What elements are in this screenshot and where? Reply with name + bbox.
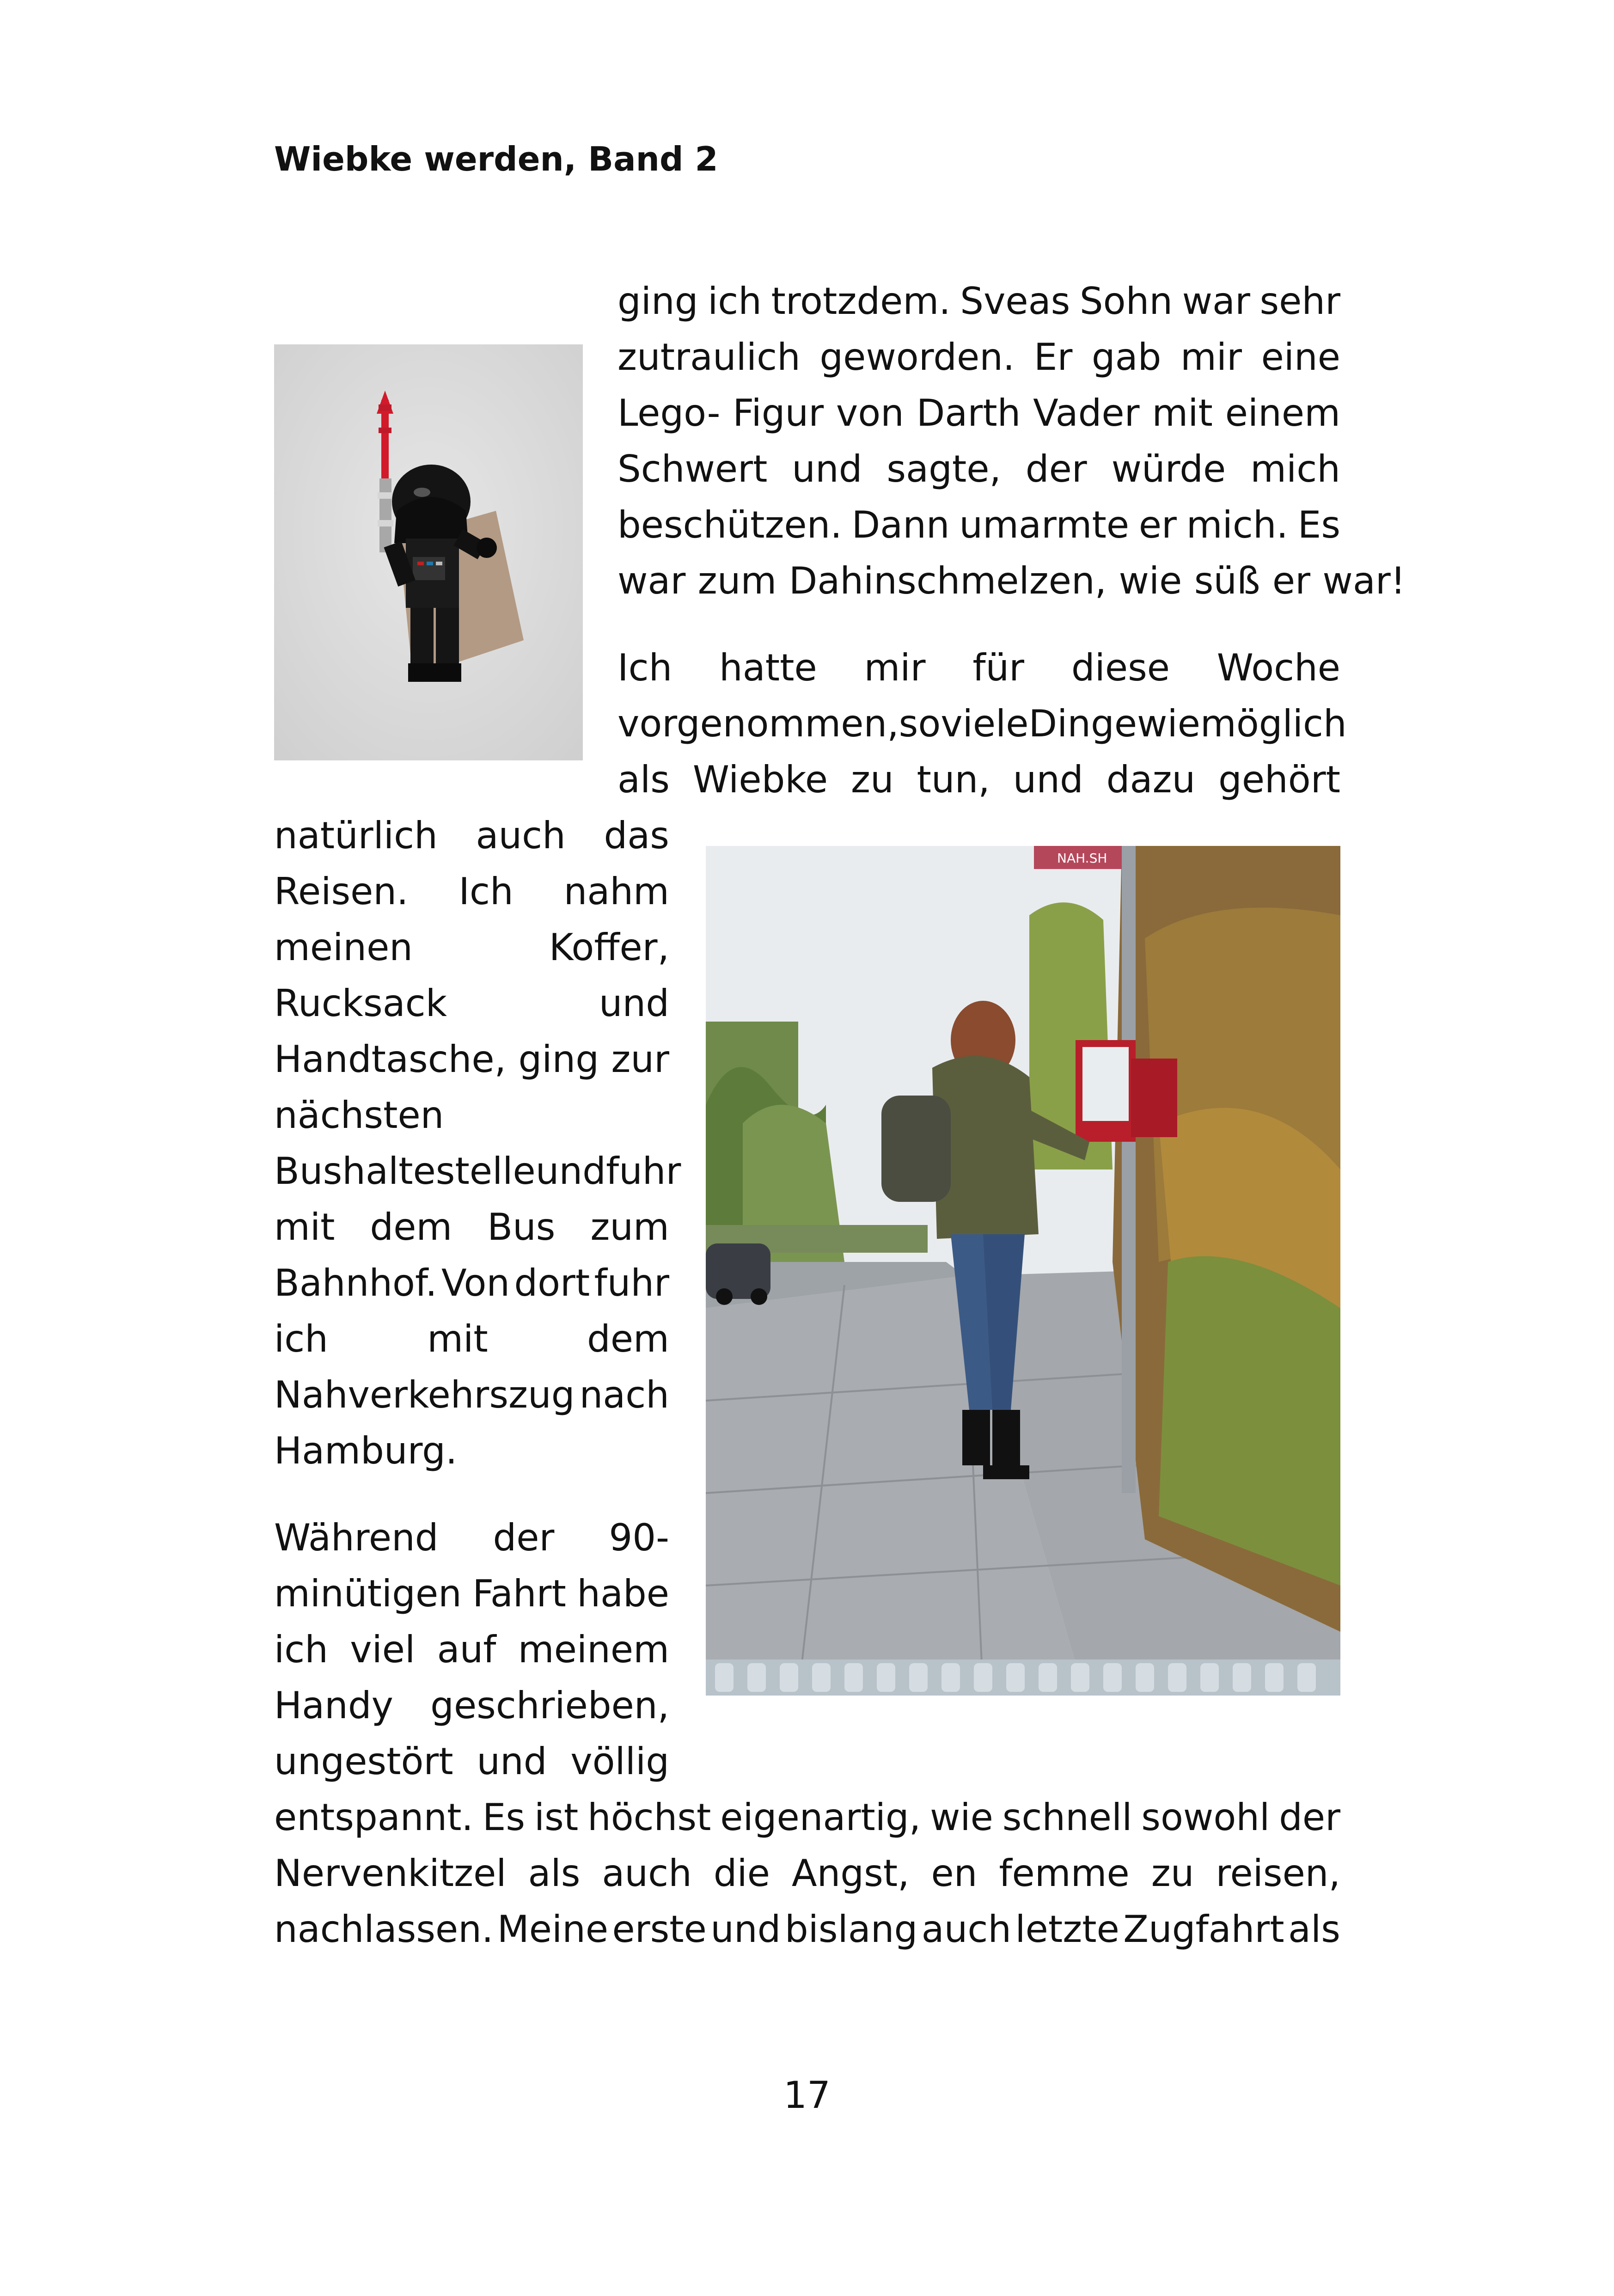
word: ich	[274, 1628, 328, 1671]
word: natürlich	[274, 814, 438, 857]
word: mich.	[1186, 503, 1288, 546]
word: von	[836, 392, 904, 435]
word: und	[710, 1908, 781, 1951]
word: geschrieben,	[430, 1684, 669, 1727]
word: schnell	[1002, 1796, 1132, 1839]
word: war	[1182, 280, 1250, 323]
word: meinen	[274, 926, 413, 969]
word: zum	[697, 559, 777, 602]
word: ist	[534, 1796, 579, 1839]
word: Bus	[487, 1206, 556, 1249]
word: fuhr	[605, 1150, 681, 1193]
word: das	[604, 814, 669, 857]
word: zu	[1151, 1852, 1194, 1895]
text-line	[274, 1852, 1340, 1910]
word: nachlassen.	[274, 1908, 494, 1951]
word: Hamburg.	[274, 1429, 458, 1472]
word: dem	[370, 1206, 452, 1249]
page-header-title: Wiebke werden, Band 2	[274, 140, 718, 178]
word: er	[1138, 503, 1177, 546]
word: tun,	[917, 758, 990, 801]
word: Nahverkehrszug	[274, 1373, 575, 1416]
word: Wiebke	[692, 758, 828, 801]
word: zu	[850, 758, 894, 801]
word: Bahnhof.	[274, 1261, 437, 1304]
word: und	[1013, 758, 1083, 801]
word: dort	[514, 1261, 590, 1304]
word: beschützen.	[617, 503, 842, 546]
word: und	[599, 982, 669, 1025]
word: war!	[1322, 559, 1406, 602]
word: sehr	[1259, 280, 1340, 323]
word: Von	[441, 1261, 510, 1304]
word: Dahinschmelzen,	[789, 559, 1107, 602]
word: Fahrt	[472, 1572, 566, 1615]
word: diese	[1071, 646, 1170, 689]
page-number: 17	[783, 2074, 831, 2117]
word: viele	[941, 702, 1029, 745]
word: Reisen.	[274, 870, 409, 913]
word: einem	[1225, 392, 1340, 435]
word: Sveas	[960, 280, 1070, 323]
word: mir	[864, 646, 926, 689]
word: minütigen	[274, 1572, 462, 1615]
word: würde	[1111, 447, 1226, 490]
word: der	[1279, 1796, 1340, 1839]
word: wie	[1119, 559, 1182, 602]
word: als	[617, 758, 670, 801]
word: Bushaltestelle	[274, 1150, 536, 1193]
word: sowohl	[1141, 1796, 1270, 1839]
word: Nervenkitzel	[274, 1852, 507, 1895]
word: Angst,	[791, 1852, 910, 1895]
word: Woche	[1217, 646, 1340, 689]
body-text-full-width	[274, 0, 1340, 2296]
word: wie	[1137, 702, 1200, 745]
word: mir	[1180, 336, 1242, 379]
word: die	[713, 1852, 770, 1895]
word: fuhr	[594, 1261, 669, 1304]
word: nahm	[563, 870, 669, 913]
word: 90-	[609, 1516, 669, 1559]
word: Während	[274, 1516, 439, 1559]
word: Dinge	[1028, 702, 1137, 745]
word: nächsten	[274, 1094, 444, 1137]
word: der	[1025, 447, 1087, 490]
word: Es	[482, 1796, 526, 1839]
word: Darth	[916, 392, 1021, 435]
word: Sohn	[1079, 280, 1173, 323]
word: wie	[929, 1796, 993, 1839]
word: auch	[602, 1852, 692, 1895]
word: en	[931, 1852, 978, 1895]
word: ging	[518, 1038, 599, 1081]
word: als	[528, 1852, 581, 1895]
word: ich	[708, 280, 762, 323]
word: Schwert	[617, 447, 768, 490]
word: Ich	[617, 646, 672, 689]
word: gehört	[1218, 758, 1340, 801]
word: sagte,	[886, 447, 1001, 490]
word: Ich	[459, 870, 514, 913]
word: hatte	[719, 646, 817, 689]
word: eine	[1261, 336, 1340, 379]
word: Vader	[1033, 392, 1140, 435]
word: Rucksack	[274, 982, 447, 1025]
word: völlig	[570, 1740, 669, 1783]
word: Handtasche,	[274, 1038, 507, 1081]
word: reisen,	[1216, 1852, 1340, 1895]
word: viel	[350, 1628, 416, 1671]
word: für	[972, 646, 1025, 689]
word: und	[535, 1150, 606, 1193]
word: mit	[274, 1206, 335, 1249]
word: als	[1288, 1908, 1340, 1951]
word: Koffer,	[549, 926, 669, 969]
word: der	[493, 1516, 555, 1559]
word: ich	[274, 1317, 328, 1360]
word: ging	[617, 280, 698, 323]
word: umarmte	[959, 503, 1130, 546]
word: Lego-	[617, 392, 721, 435]
text-line	[274, 1908, 1340, 1966]
word: gab	[1091, 336, 1162, 379]
word: möglich	[1200, 702, 1347, 745]
word: geworden.	[819, 336, 1015, 379]
word: dazu	[1106, 758, 1196, 801]
word: femme	[999, 1852, 1130, 1895]
word: so	[899, 702, 941, 745]
word: er	[1272, 559, 1311, 602]
word: vorgenommen,	[617, 702, 899, 745]
word: Handy	[274, 1684, 394, 1727]
word: süß	[1194, 559, 1260, 602]
word: auch	[476, 814, 566, 857]
word: höchst	[587, 1796, 711, 1839]
word: und	[792, 447, 862, 490]
word: Es	[1297, 503, 1340, 546]
word: Zugfahrt	[1123, 1908, 1284, 1951]
word: erste	[612, 1908, 707, 1951]
word: Er	[1033, 336, 1073, 379]
word: mich	[1250, 447, 1340, 490]
word: habe	[577, 1572, 669, 1615]
word: eigenartig,	[720, 1796, 921, 1839]
word: trotzdem.	[771, 280, 951, 323]
word: war	[617, 559, 686, 602]
word: entspannt.	[274, 1796, 473, 1839]
bus-sign-label: NAH.SH	[1057, 851, 1107, 866]
word: und	[477, 1740, 547, 1783]
word: letzte	[1015, 1908, 1119, 1951]
word: mit	[427, 1317, 488, 1360]
word: mit	[1152, 392, 1213, 435]
text-line	[274, 1796, 1340, 1855]
word: dem	[587, 1317, 669, 1360]
word: auch	[921, 1908, 1012, 1951]
word: Meine	[497, 1908, 609, 1951]
word: zum	[590, 1206, 669, 1249]
word: zutraulich	[617, 336, 801, 379]
word: nach	[579, 1373, 669, 1416]
word: ungestört	[274, 1740, 453, 1783]
word: auf	[437, 1628, 496, 1671]
word: bislang	[784, 1908, 918, 1951]
word: Figur	[733, 392, 824, 435]
word: zur	[611, 1038, 669, 1081]
word: Dann	[851, 503, 950, 546]
word: meinem	[518, 1628, 669, 1671]
